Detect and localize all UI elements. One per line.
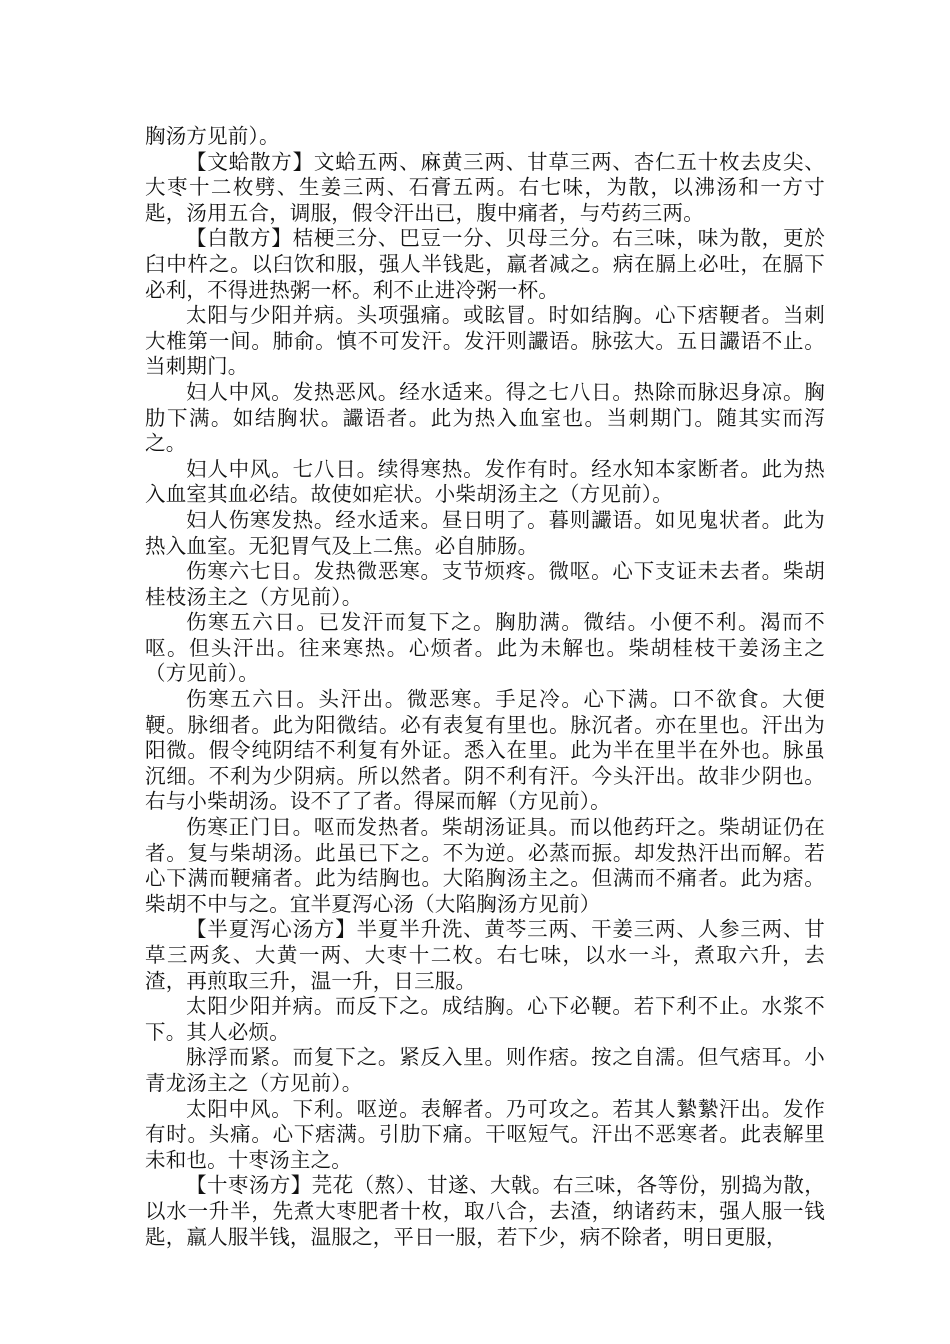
paragraph: 脉浮而紧。而复下之。紧反入里。则作痞。按之自濡。但气痞耳。小青龙汤主之（方见前）。 (145, 1045, 825, 1095)
paragraph: 伤寒五六日。已发汗而复下之。胸肋满。微结。小便不利。渴而不呕。但头汗出。往来寒热。心烦者。此为未解也。柴胡桂枝干姜汤主之（方见前）。 (145, 610, 825, 686)
paragraph: 太阳少阳并病。而反下之。成结胸。心下必鞕。若下利不止。水浆不下。其人必烦。 (145, 994, 825, 1044)
paragraph: 伤寒五六日。头汗出。微恶寒。手足冷。心下满。口不欲食。大便鞕。脉细者。此为阳微结。必有表复有里也。脉沉者。亦在里也。汗出为阳微。假令纯阴结不利复有外证。悉入在里。此为半在里半在外也。脉虽沉细。不利为少阴病。所以然者。阴不利有汗。今头汗出。故非少阴也。右与小柴胡汤。设不了了者。得屎而解（方见前）。 (145, 687, 825, 814)
paragraph: 伤寒正门日。呕而发热者。柴胡汤证具。而以他药玕之。柴胡证仍在者。复与柴胡汤。此虽已下之。不为逆。必蒸而振。却发热汗出而解。若心下满而鞕痛者。此为结胸也。大陷胸汤主之。但满而不痛者。此为痞。柴胡不中与之。宜半夏泻心汤（大陷胸汤方见前） (145, 815, 825, 916)
text-body (145, 124, 825, 1250)
paragraph-banxia-xiexin-formula: 【半夏泻心汤方】半夏半升洗、黄芩三两、干姜三两、人参三两、甘草三两炙、大黄一两、大枣十二枚。右七味，以水一斗，煮取六升，去渣，再煎取三升，温一升，日三服。 (145, 917, 825, 993)
paragraph: 太阳与少阳并病。头项强痛。或眩冒。时如结胸。心下痞鞕者。当刺大椎第一间。肺俞。慎不可发汗。发汗则讝语。脉弦大。五日讝语不止。当刺期门。 (145, 303, 825, 379)
paragraph: 妇人伤寒发热。经水适来。昼日明了。暮则讝语。如见鬼状者。此为热入血室。无犯胃气及上二焦。必自肺肠。 (145, 507, 825, 558)
paragraph: 太阳中风。下利。呕逆。表解者。乃可攻之。若其人縶縶汗出。发作有时。头痛。心下痞满。引肋下痛。干呕短气。汗出不恶寒者。此表解里未和也。十枣汤主之。 (145, 1096, 825, 1172)
paragraph-continuation: 胸汤方见前）。 (145, 124, 280, 148)
paragraph-bai-san-formula: 【白散方】桔梗三分、巴豆一分、贝母三分。右三味，味为散，更於臼中杵之。以臼饮和服，强人半钱匙，羸者减之。病在膈上必吐，在膈下必利，不得进热粥一杯。利不止进冷粥一杯。 (145, 226, 825, 302)
paragraph-shizao-formula: 【十枣汤方】芫花（熬）、甘遂、大戟。右三味，各等份，别捣为散，以水一升半，先煮大枣肥者十枚，取八合，去渣，纳诸药末，强人服一钱匙，羸人服半钱，温服之，平日一服，若下少，病不除者，明日更服， (145, 1173, 825, 1249)
paragraph-wenge-san-formula: 【文蛤散方】文蛤五两、麻黄三两、甘草三两、杏仁五十枚去皮尖、大枣十二枚劈、生姜三两、石膏五两。右七味，为散，以沸汤和一方寸匙，汤用五合，调服，假令汗出已，腹中痛者，与芍药三两。 (145, 149, 825, 225)
paragraph: 伤寒六七日。发热微恶寒。支节烦疼。微呕。心下支证未去者。柴胡桂枝汤主之（方见前）。 (145, 559, 825, 609)
paragraph: 妇人中风。七八日。续得寒热。发作有时。经水知本家断者。此为热入血室其血必结。故使如疟状。小柴胡汤主之（方见前）。 (145, 456, 825, 507)
paragraph: 妇人中风。发热恶风。经水适来。得之七八日。热除而脉迟身凉。胸肋下满。如结胸状。讝语者。此为热入血室也。当刺期门。随其实而泻之。 (145, 379, 825, 456)
